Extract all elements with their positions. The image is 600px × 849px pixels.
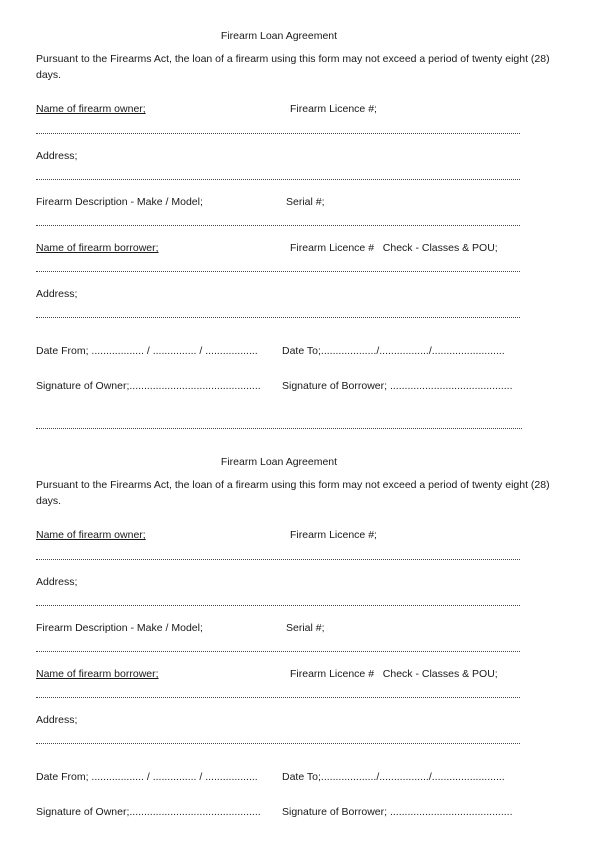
borrower-label: Name of firearm borrower; bbox=[36, 668, 159, 680]
borrower-address-row bbox=[36, 713, 522, 727]
borrower-entry-line[interactable] bbox=[36, 697, 520, 698]
serial-label: Serial #; bbox=[286, 622, 325, 634]
dates-row bbox=[36, 770, 522, 784]
owner-label: Name of firearm owner; bbox=[36, 103, 146, 115]
address-row bbox=[36, 575, 522, 589]
signature-borrower-field[interactable]: Signature of Borrower; .......................................... bbox=[282, 806, 513, 818]
borrower-address-label: Address; bbox=[36, 288, 78, 300]
owner-label: Name of firearm owner; bbox=[36, 529, 146, 541]
date-from-field[interactable]: Date From; .................. / ............... / .................. bbox=[36, 771, 258, 783]
date-from-field[interactable]: Date From; .................. / ............... / .................. bbox=[36, 345, 258, 357]
address-label: Address; bbox=[36, 576, 78, 588]
owner-entry-line[interactable] bbox=[36, 133, 520, 134]
form-title: Firearm Loan Agreement bbox=[220, 456, 338, 468]
signatures-row bbox=[36, 805, 522, 819]
form-intro: Pursuant to the Firearms Act, the loan of a firearm using this form may not exceed a period of twenty eight (28) days. bbox=[36, 479, 550, 507]
dates-row bbox=[36, 344, 522, 358]
owner-entry-line[interactable] bbox=[36, 559, 520, 560]
date-to-field[interactable]: Date To;.................../................./......................... bbox=[282, 771, 505, 783]
owner-row bbox=[36, 528, 522, 542]
description-row bbox=[36, 621, 522, 635]
form-title: Firearm Loan Agreement bbox=[220, 30, 338, 42]
description-entry-line[interactable] bbox=[36, 651, 520, 652]
borrower-address-row bbox=[36, 287, 522, 301]
borrower-row bbox=[36, 667, 522, 681]
borrower-label: Name of firearm borrower; bbox=[36, 242, 159, 254]
address-row bbox=[36, 149, 522, 163]
loan-form-2 bbox=[36, 455, 550, 818]
description-label: Firearm Description - Make / Model; bbox=[36, 622, 203, 634]
borrower-licence-label: Firearm Licence # Check - Classes & POU; bbox=[290, 668, 498, 680]
address-entry-line[interactable] bbox=[36, 179, 520, 180]
date-to-field[interactable]: Date To;.................../................./......................... bbox=[282, 345, 505, 357]
borrower-licence-label: Firearm Licence # Check - Classes & POU; bbox=[290, 242, 498, 254]
address-entry-line[interactable] bbox=[36, 605, 520, 606]
owner-row bbox=[36, 102, 522, 116]
cut-line-separator bbox=[36, 428, 522, 429]
owner-licence-label: Firearm Licence #; bbox=[290, 529, 377, 541]
description-entry-line[interactable] bbox=[36, 225, 520, 226]
borrower-entry-line[interactable] bbox=[36, 271, 520, 272]
signature-owner-field[interactable]: Signature of Owner;............................................. bbox=[36, 806, 261, 818]
borrower-address-entry-line[interactable] bbox=[36, 743, 520, 744]
owner-licence-label: Firearm Licence #; bbox=[290, 103, 377, 115]
description-row bbox=[36, 195, 522, 209]
borrower-address-entry-line[interactable] bbox=[36, 317, 520, 318]
address-label: Address; bbox=[36, 150, 78, 162]
loan-form-1 bbox=[36, 29, 550, 392]
form-intro: Pursuant to the Firearms Act, the loan of a firearm using this form may not exceed a period of twenty eight (28) days. bbox=[36, 53, 550, 81]
borrower-row bbox=[36, 241, 522, 255]
serial-label: Serial #; bbox=[286, 196, 325, 208]
signature-owner-field[interactable]: Signature of Owner;............................................. bbox=[36, 380, 261, 392]
borrower-address-label: Address; bbox=[36, 714, 78, 726]
description-label: Firearm Description - Make / Model; bbox=[36, 196, 203, 208]
signatures-row bbox=[36, 379, 522, 393]
signature-borrower-field[interactable]: Signature of Borrower; .......................................... bbox=[282, 380, 513, 392]
